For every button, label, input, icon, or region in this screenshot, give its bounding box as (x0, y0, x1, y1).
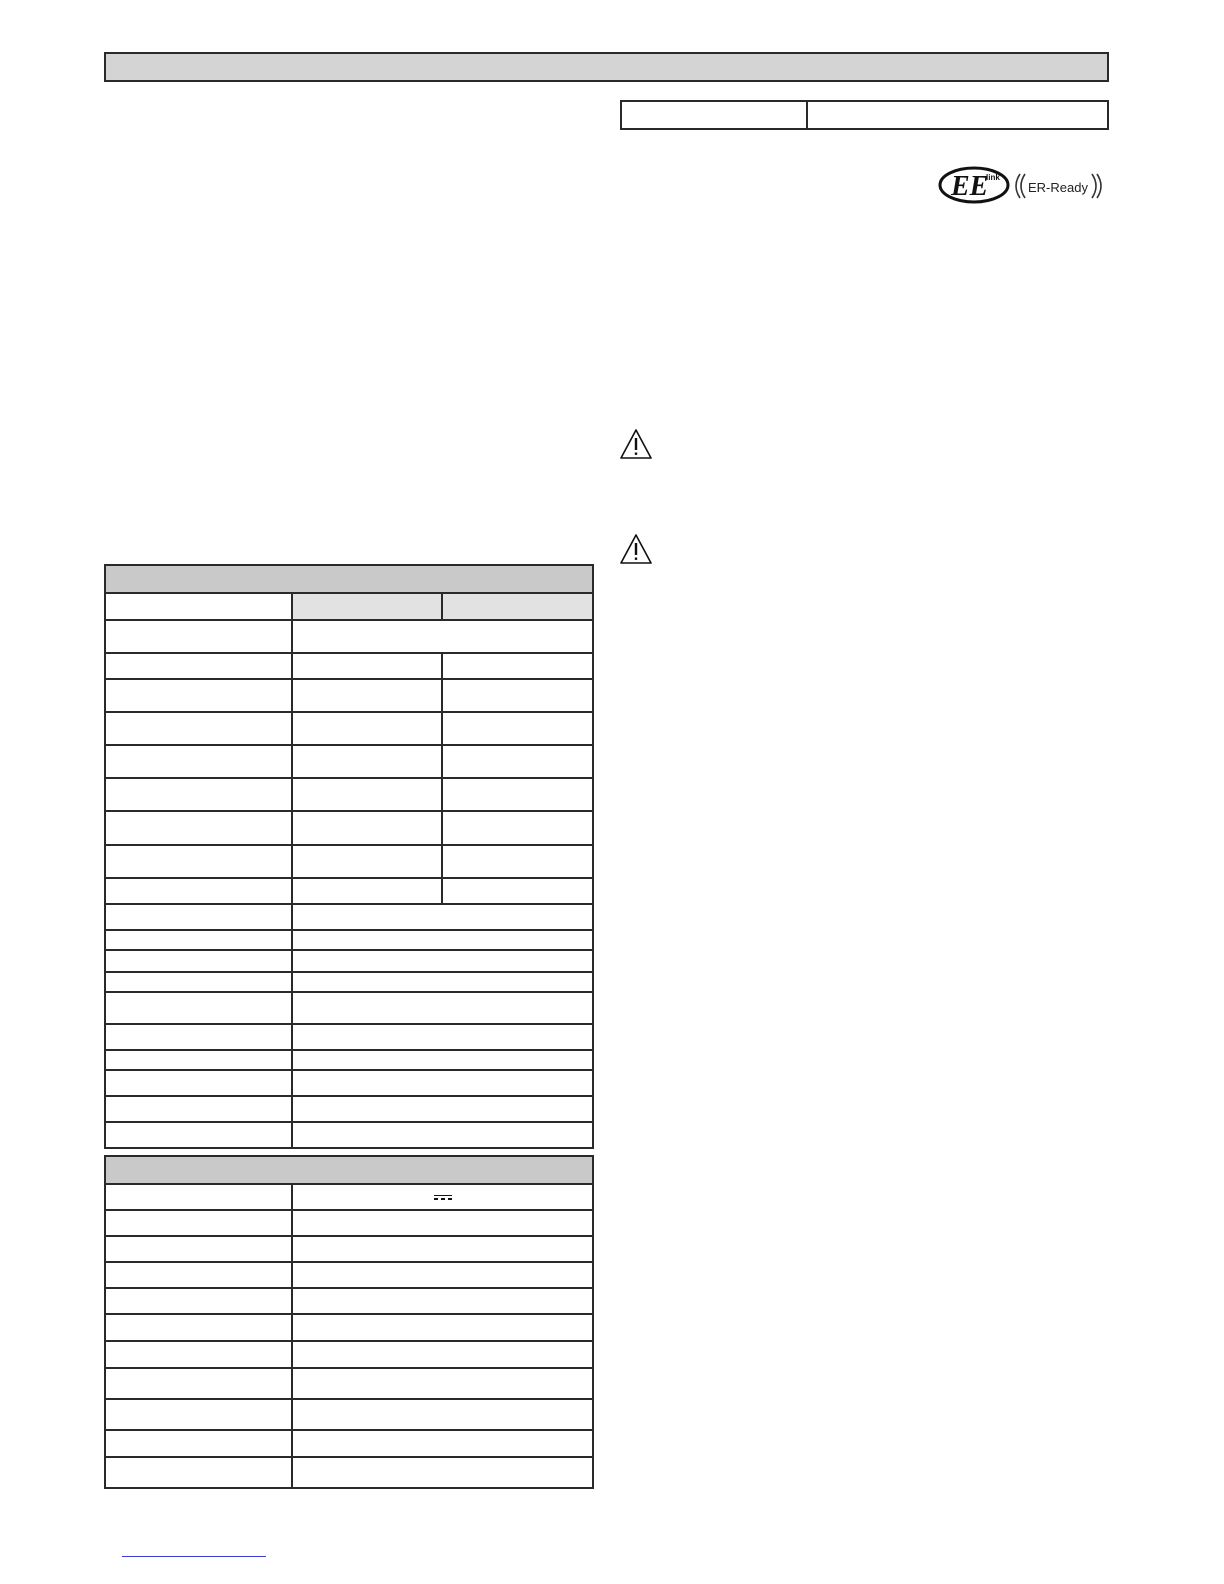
table-row (106, 879, 592, 905)
table-row (106, 680, 592, 713)
section-header-bar (104, 52, 1109, 82)
table-row (106, 1315, 592, 1342)
reference-cell-value (808, 102, 1107, 128)
table-row (106, 1342, 592, 1369)
table-row (106, 1237, 592, 1263)
table-row (106, 1458, 592, 1487)
svg-text:link: link (986, 173, 1000, 182)
dc-voltage-cell (293, 1185, 592, 1209)
table-row (106, 621, 592, 654)
table-row (106, 654, 592, 680)
table-title-bar (106, 1157, 592, 1185)
table-row (106, 812, 592, 846)
table-row (106, 1369, 592, 1400)
table-row (106, 1211, 592, 1237)
table-row (106, 1025, 592, 1051)
table-row (106, 746, 592, 779)
table-row (106, 1263, 592, 1289)
battery-data-table (104, 1155, 594, 1489)
table-row (106, 951, 592, 973)
warning-triangle-icon (619, 533, 653, 565)
table-row (106, 1051, 592, 1071)
table-row (106, 1289, 592, 1315)
table-row (106, 779, 592, 812)
table-row (106, 1097, 592, 1123)
table-row (106, 713, 592, 746)
table-row (106, 1071, 592, 1097)
table-row (106, 594, 592, 621)
table-title-bar (106, 566, 592, 594)
table-row (106, 931, 592, 951)
table-row (106, 905, 592, 931)
table-row (106, 1400, 592, 1431)
technical-data-table (104, 564, 594, 1149)
direct-current-symbol-icon (434, 1195, 452, 1200)
footer-link-underline[interactable] (122, 1556, 266, 1557)
table-row (106, 973, 592, 993)
model-reference-table (620, 100, 1109, 130)
svg-text:EE: EE (951, 171, 989, 202)
svg-text:ER-Ready: ER-Ready (1028, 180, 1088, 195)
table-row (106, 846, 592, 879)
reference-cell-label (622, 102, 808, 128)
table-row (106, 993, 592, 1025)
table-row (106, 1185, 592, 1211)
table-row (106, 1123, 592, 1147)
warning-triangle-icon (619, 428, 653, 460)
table-row (106, 1431, 592, 1458)
ee-link-er-ready-logo (938, 166, 1104, 206)
